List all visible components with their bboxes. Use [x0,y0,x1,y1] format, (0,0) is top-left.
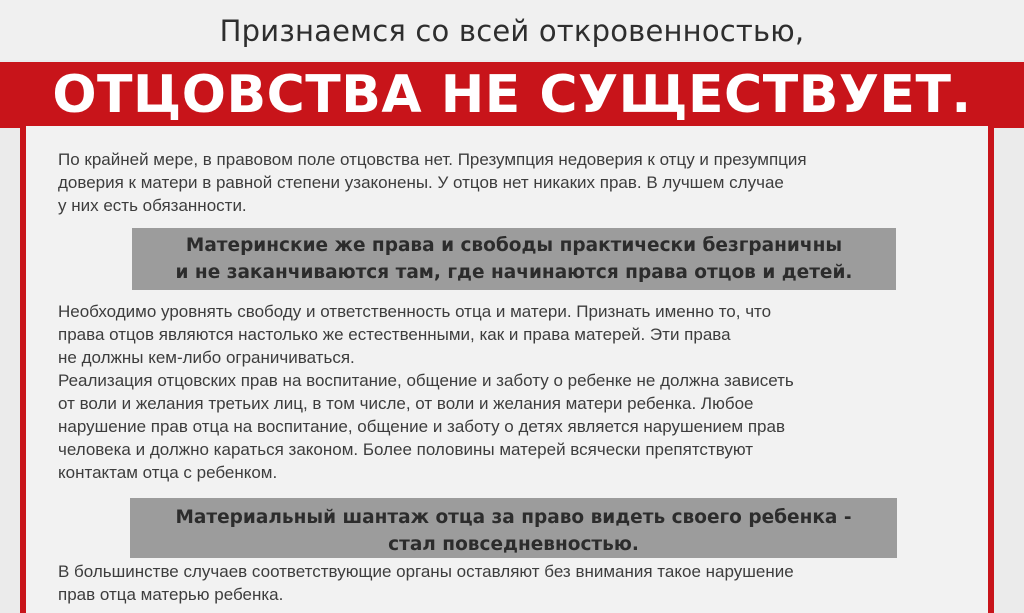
closing-paragraph [58,560,974,606]
paragraph-line: Необходимо уровнять свободу и ответственность отца и матери. Признать именно то, что [58,302,772,321]
paragraph-line: доверия к матери в равной степени узаконены. У отцов нет никаких прав. В лучшем случае [58,173,784,192]
paragraph-line: По крайней мере, в правовом поле отцовства нет. Презумпция недоверия к отцу и презумпция [58,150,807,169]
paragraph-line: прав отца матерью ребенка. [58,585,284,604]
paragraph-line: права отцов являются настолько же естественными, как и права матерей. Эти права [58,325,731,344]
intro-paragraph [58,148,974,217]
paragraph-line: человека и должно караться законом. Более половины матерей всячески препятствуют [58,440,754,459]
callout-line: Материальный шантаж отца за право видеть своего ребенка - [175,507,852,528]
callout-line: Материнские же права и свободы практически безграничны [185,235,843,256]
paragraph-line: нарушение прав отца на воспитание, общение и заботу о детях является нарушением прав [58,417,785,436]
header-kicker: Признаемся со всей откровенностью, [219,14,805,48]
paragraph-line: Реализация отцовских прав на воспитание, общение и заботу о ребенке не должна зависеть [58,371,794,390]
callout-blackmail [130,498,897,558]
paragraph-line: не должны кем-либо ограничиваться. [58,348,355,367]
callout-line: и не заканчиваются там, где начинаются права отцов и детей. [175,262,853,283]
paragraph-line: у них есть обязанности. [58,196,247,215]
main-paragraph [58,300,974,484]
paragraph-line: В большинстве случаев соответствующие органы оставляют без внимания такое нарушение [58,562,794,581]
paragraph-line: контактам отца с ребенком. [58,463,278,482]
paragraph-line: от воли и желания третьих лиц, в том числе, от воли и желания матери ребенка. Любое [58,394,754,413]
callout-mothers-rights [132,228,896,290]
page-title: ОТЦОВСТВА НЕ СУЩЕСТВУЕТ. [52,65,972,125]
callout-line: стал повседневностью. [388,534,639,555]
